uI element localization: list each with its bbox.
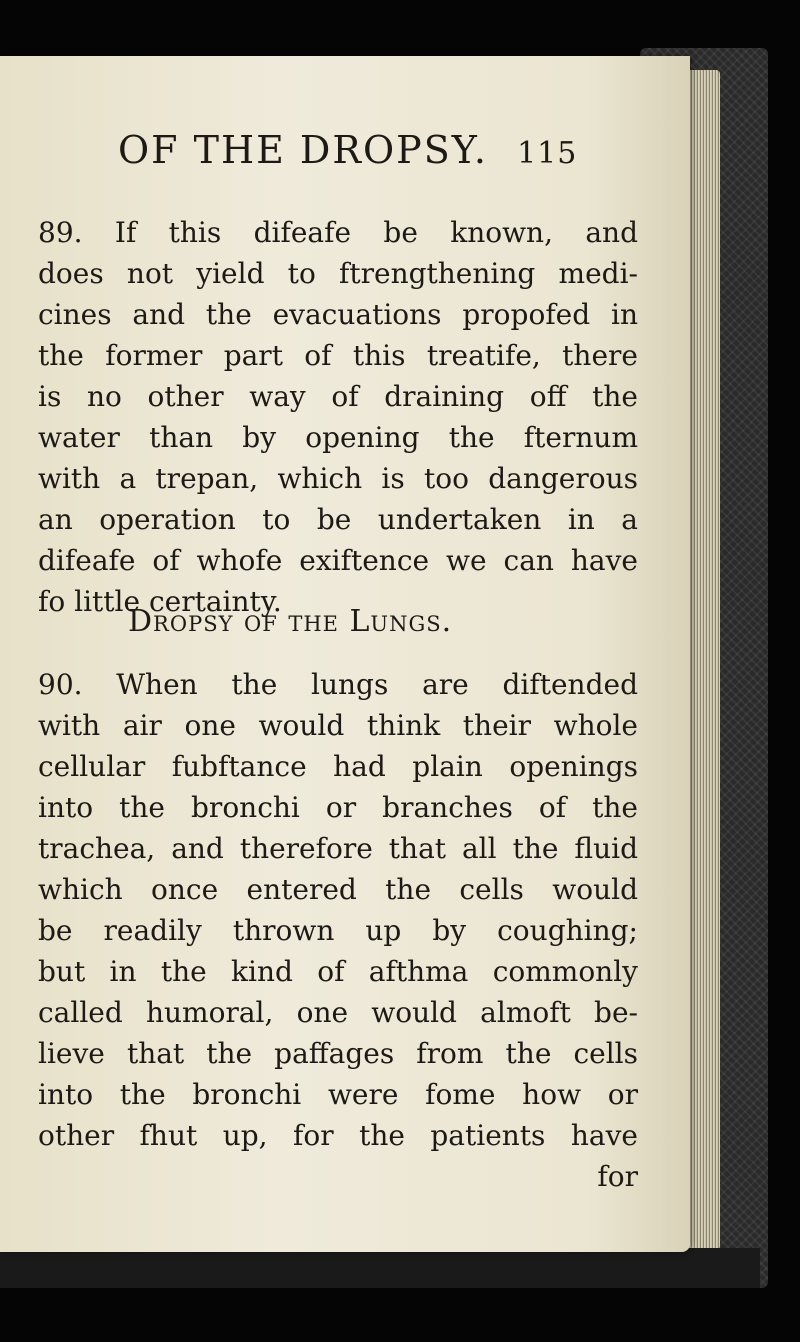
text-line: difeafe of whofe exiftence we can have — [38, 544, 638, 577]
text-line: cellular fubftance had plain openings — [38, 750, 638, 783]
section-heading: Dropsy of the Lungs. — [128, 604, 453, 639]
text-line: other fhut up, for the patients have — [38, 1119, 638, 1152]
book-bottom — [0, 1248, 760, 1288]
text-line: does not yield to ftrengthening medi- — [38, 257, 638, 290]
paragraph-90 — [38, 664, 638, 1197]
text-line: cines and the evacuations propofed in — [38, 298, 638, 331]
paragraph-89 — [38, 212, 638, 622]
text-line: 89. If this difeafe be known, and — [38, 216, 638, 249]
text-line: 90. When the lungs are diftended — [38, 668, 638, 701]
text-line: with air one would think their whole — [38, 709, 638, 742]
text-line: called humoral, one would almoft be- — [38, 996, 638, 1029]
text-line: water than by opening the fternum — [38, 421, 638, 454]
text-line: an operation to be undertaken in a — [38, 503, 638, 536]
text-line: which once entered the cells would — [38, 873, 638, 906]
page-number: 115 — [517, 136, 578, 171]
running-title: OF THE DROPSY. — [118, 128, 488, 172]
text-line: be readily thrown up by coughing; — [38, 914, 638, 947]
text-line: fo little certainty. — [38, 585, 282, 618]
text-line: the former part of this treatife, there — [38, 339, 638, 372]
catchword: for — [597, 1160, 638, 1193]
text-line: but in the kind of afthma commonly — [38, 955, 638, 988]
text-line: trachea, and therefore that all the fluid — [38, 832, 638, 865]
text-line: into the bronchi or branches of the — [38, 791, 638, 824]
text-line: is no other way of draining off the — [38, 380, 638, 413]
running-header — [118, 128, 577, 172]
text-line: into the bronchi were fome how or — [38, 1078, 638, 1111]
text-line: with a trepan, which is too dangerous — [38, 462, 638, 495]
text-line: lieve that the paffages from the cells — [38, 1037, 638, 1070]
